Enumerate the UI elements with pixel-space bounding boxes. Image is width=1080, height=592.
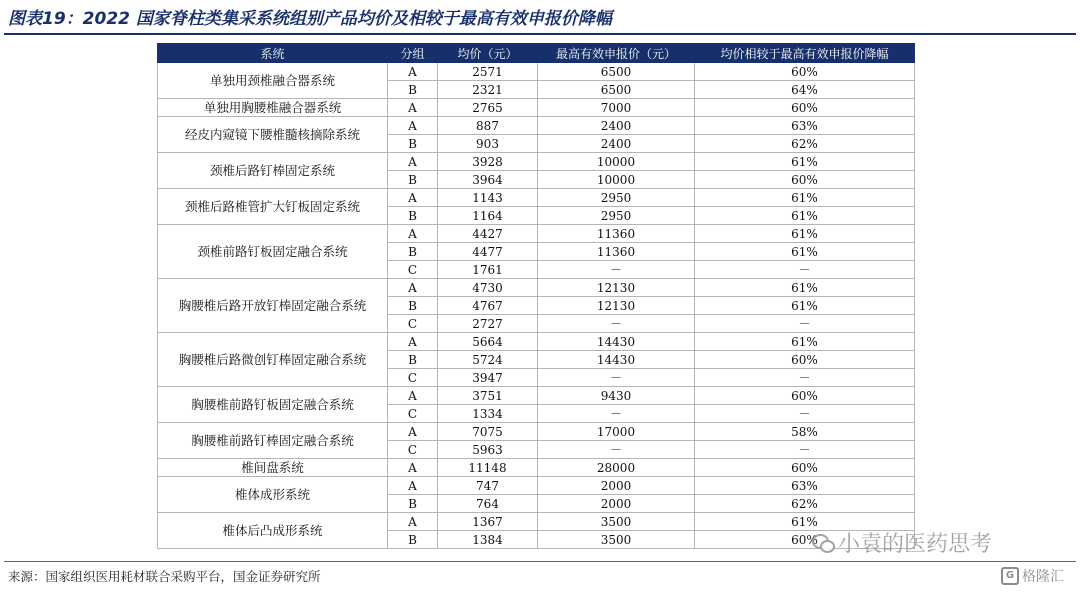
decline-cell: 61% — [695, 225, 915, 243]
table-row — [158, 189, 915, 207]
max-price-cell: 7000 — [538, 99, 695, 117]
data-table — [157, 43, 915, 549]
group-cell: A — [388, 225, 438, 243]
group-cell: A — [388, 387, 438, 405]
avg-price-cell: 2321 — [438, 81, 538, 99]
group-cell: A — [388, 477, 438, 495]
decline-cell: － — [695, 315, 915, 333]
max-price-cell: － — [538, 441, 695, 459]
wechat-watermark — [812, 527, 992, 558]
system-name-cell: 椎体后凸成形系统 — [158, 513, 388, 549]
max-price-cell: 14430 — [538, 333, 695, 351]
avg-price-cell: 3928 — [438, 153, 538, 171]
group-cell: C — [388, 261, 438, 279]
system-name-cell: 经皮内窥镜下腰椎髓核摘除系统 — [158, 117, 388, 153]
decline-cell: － — [695, 405, 915, 423]
system-name-cell: 单独用颈椎融合器系统 — [158, 63, 388, 99]
decline-cell: 61% — [695, 153, 915, 171]
table-row — [158, 333, 915, 351]
avg-price-cell: 4730 — [438, 279, 538, 297]
decline-cell: 60% — [695, 531, 915, 549]
table-row — [158, 477, 915, 495]
max-price-cell: 28000 — [538, 459, 695, 477]
group-cell: A — [388, 513, 438, 531]
table-row — [158, 387, 915, 405]
decline-cell: 61% — [695, 243, 915, 261]
table-row — [158, 513, 915, 531]
table-row — [158, 459, 915, 477]
group-cell: B — [388, 135, 438, 153]
table-body — [158, 63, 915, 549]
group-cell: B — [388, 531, 438, 549]
max-price-cell: 9430 — [538, 387, 695, 405]
decline-cell: 61% — [695, 333, 915, 351]
decline-cell: 64% — [695, 81, 915, 99]
max-price-cell: 11360 — [538, 243, 695, 261]
system-name-cell: 单独用胸腰椎融合器系统 — [158, 99, 388, 117]
group-cell: A — [388, 279, 438, 297]
max-price-cell: 2950 — [538, 207, 695, 225]
wechat-icon — [812, 534, 834, 552]
table-header-row — [158, 44, 915, 63]
decline-cell: － — [695, 261, 915, 279]
avg-price-cell: 1164 — [438, 207, 538, 225]
decline-cell: 61% — [695, 189, 915, 207]
group-cell: A — [388, 99, 438, 117]
group-cell: B — [388, 207, 438, 225]
max-price-cell: － — [538, 405, 695, 423]
system-name-cell: 颈椎后路椎管扩大钉板固定系统 — [158, 189, 388, 225]
max-price-cell: 2950 — [538, 189, 695, 207]
decline-cell: 60% — [695, 387, 915, 405]
avg-price-cell: 7075 — [438, 423, 538, 441]
system-name-cell: 胸腰椎后路开放钉棒固定融合系统 — [158, 279, 388, 333]
group-cell: B — [388, 171, 438, 189]
max-price-cell: 17000 — [538, 423, 695, 441]
group-cell: B — [388, 243, 438, 261]
table-row — [158, 153, 915, 171]
max-price-cell: － — [538, 315, 695, 333]
max-price-cell: － — [538, 261, 695, 279]
decline-cell: 61% — [695, 279, 915, 297]
group-cell: A — [388, 153, 438, 171]
group-cell: B — [388, 81, 438, 99]
header-system: 系统 — [158, 44, 388, 63]
table-row — [158, 279, 915, 297]
table-row — [158, 423, 915, 441]
decline-cell: 61% — [695, 513, 915, 531]
avg-price-cell: 2571 — [438, 63, 538, 81]
header-max-price: 最高有效申报价（元） — [538, 44, 695, 63]
max-price-cell: 3500 — [538, 513, 695, 531]
avg-price-cell: 1367 — [438, 513, 538, 531]
group-cell: A — [388, 189, 438, 207]
group-cell: C — [388, 369, 438, 387]
max-price-cell: 6500 — [538, 81, 695, 99]
avg-price-cell: 764 — [438, 495, 538, 513]
decline-cell: 61% — [695, 297, 915, 315]
decline-cell: 60% — [695, 459, 915, 477]
avg-price-cell: 4427 — [438, 225, 538, 243]
decline-cell: － — [695, 369, 915, 387]
max-price-cell: 3500 — [538, 531, 695, 549]
table-row — [158, 99, 915, 117]
group-cell: A — [388, 63, 438, 81]
decline-cell: 62% — [695, 495, 915, 513]
avg-price-cell: 1761 — [438, 261, 538, 279]
system-name-cell: 胸腰椎前路钉棒固定融合系统 — [158, 423, 388, 459]
decline-cell: 61% — [695, 207, 915, 225]
max-price-cell: 10000 — [538, 153, 695, 171]
group-cell: A — [388, 423, 438, 441]
header-decline: 均价相较于最高有效申报价降幅 — [695, 44, 915, 63]
decline-cell: － — [695, 441, 915, 459]
table-row — [158, 63, 915, 81]
brand-watermark-text: 格隆汇 — [1022, 569, 1064, 585]
system-name-cell: 椎体成形系统 — [158, 477, 388, 513]
system-name-cell: 胸腰椎前路钉板固定融合系统 — [158, 387, 388, 423]
group-cell: A — [388, 333, 438, 351]
decline-cell: 60% — [695, 351, 915, 369]
decline-cell: 63% — [695, 477, 915, 495]
system-name-cell: 颈椎后路钉棒固定系统 — [158, 153, 388, 189]
avg-price-cell: 1334 — [438, 405, 538, 423]
figure-title: 图表19：2022 国家脊柱类集采系统组别产品均价及相较于最高有效申报价降幅 — [8, 9, 612, 29]
max-price-cell: 2000 — [538, 477, 695, 495]
group-cell: B — [388, 495, 438, 513]
avg-price-cell: 903 — [438, 135, 538, 153]
decline-cell: 60% — [695, 63, 915, 81]
brand-logo-icon: G — [1001, 567, 1019, 585]
wechat-watermark-text: 小袁的医药思考 — [838, 532, 993, 557]
avg-price-cell: 2727 — [438, 315, 538, 333]
group-cell: A — [388, 459, 438, 477]
table-row — [158, 225, 915, 243]
avg-price-cell: 5963 — [438, 441, 538, 459]
brand-watermark — [1001, 566, 1064, 586]
max-price-cell: 10000 — [538, 171, 695, 189]
avg-price-cell: 3947 — [438, 369, 538, 387]
avg-price-cell: 4477 — [438, 243, 538, 261]
group-cell: C — [388, 405, 438, 423]
bottom-divider — [4, 561, 1076, 562]
header-group: 分组 — [388, 44, 438, 63]
decline-cell: 60% — [695, 171, 915, 189]
avg-price-cell: 4767 — [438, 297, 538, 315]
max-price-cell: 2000 — [538, 495, 695, 513]
group-cell: B — [388, 297, 438, 315]
header-avg-price: 均价（元） — [438, 44, 538, 63]
max-price-cell: 12130 — [538, 297, 695, 315]
system-name-cell: 胸腰椎后路微创钉棒固定融合系统 — [158, 333, 388, 387]
max-price-cell: － — [538, 369, 695, 387]
max-price-cell: 2400 — [538, 135, 695, 153]
avg-price-cell: 1143 — [438, 189, 538, 207]
avg-price-cell: 747 — [438, 477, 538, 495]
avg-price-cell: 1384 — [438, 531, 538, 549]
max-price-cell: 2400 — [538, 117, 695, 135]
title-divider — [4, 33, 1076, 35]
avg-price-cell: 11148 — [438, 459, 538, 477]
avg-price-cell: 3964 — [438, 171, 538, 189]
table-row — [158, 117, 915, 135]
group-cell: C — [388, 315, 438, 333]
group-cell: C — [388, 441, 438, 459]
max-price-cell: 14430 — [538, 351, 695, 369]
source-note: 来源：国家组织医用耗材联合采购平台，国金证券研究所 — [8, 569, 321, 584]
avg-price-cell: 2765 — [438, 99, 538, 117]
avg-price-cell: 887 — [438, 117, 538, 135]
avg-price-cell: 5664 — [438, 333, 538, 351]
max-price-cell: 12130 — [538, 279, 695, 297]
decline-cell: 62% — [695, 135, 915, 153]
avg-price-cell: 3751 — [438, 387, 538, 405]
system-name-cell: 椎间盘系统 — [158, 459, 388, 477]
group-cell: A — [388, 117, 438, 135]
group-cell: B — [388, 351, 438, 369]
decline-cell: 58% — [695, 423, 915, 441]
system-name-cell: 颈椎前路钉板固定融合系统 — [158, 225, 388, 279]
decline-cell: 63% — [695, 117, 915, 135]
avg-price-cell: 5724 — [438, 351, 538, 369]
max-price-cell: 6500 — [538, 63, 695, 81]
decline-cell: 60% — [695, 99, 915, 117]
max-price-cell: 11360 — [538, 225, 695, 243]
